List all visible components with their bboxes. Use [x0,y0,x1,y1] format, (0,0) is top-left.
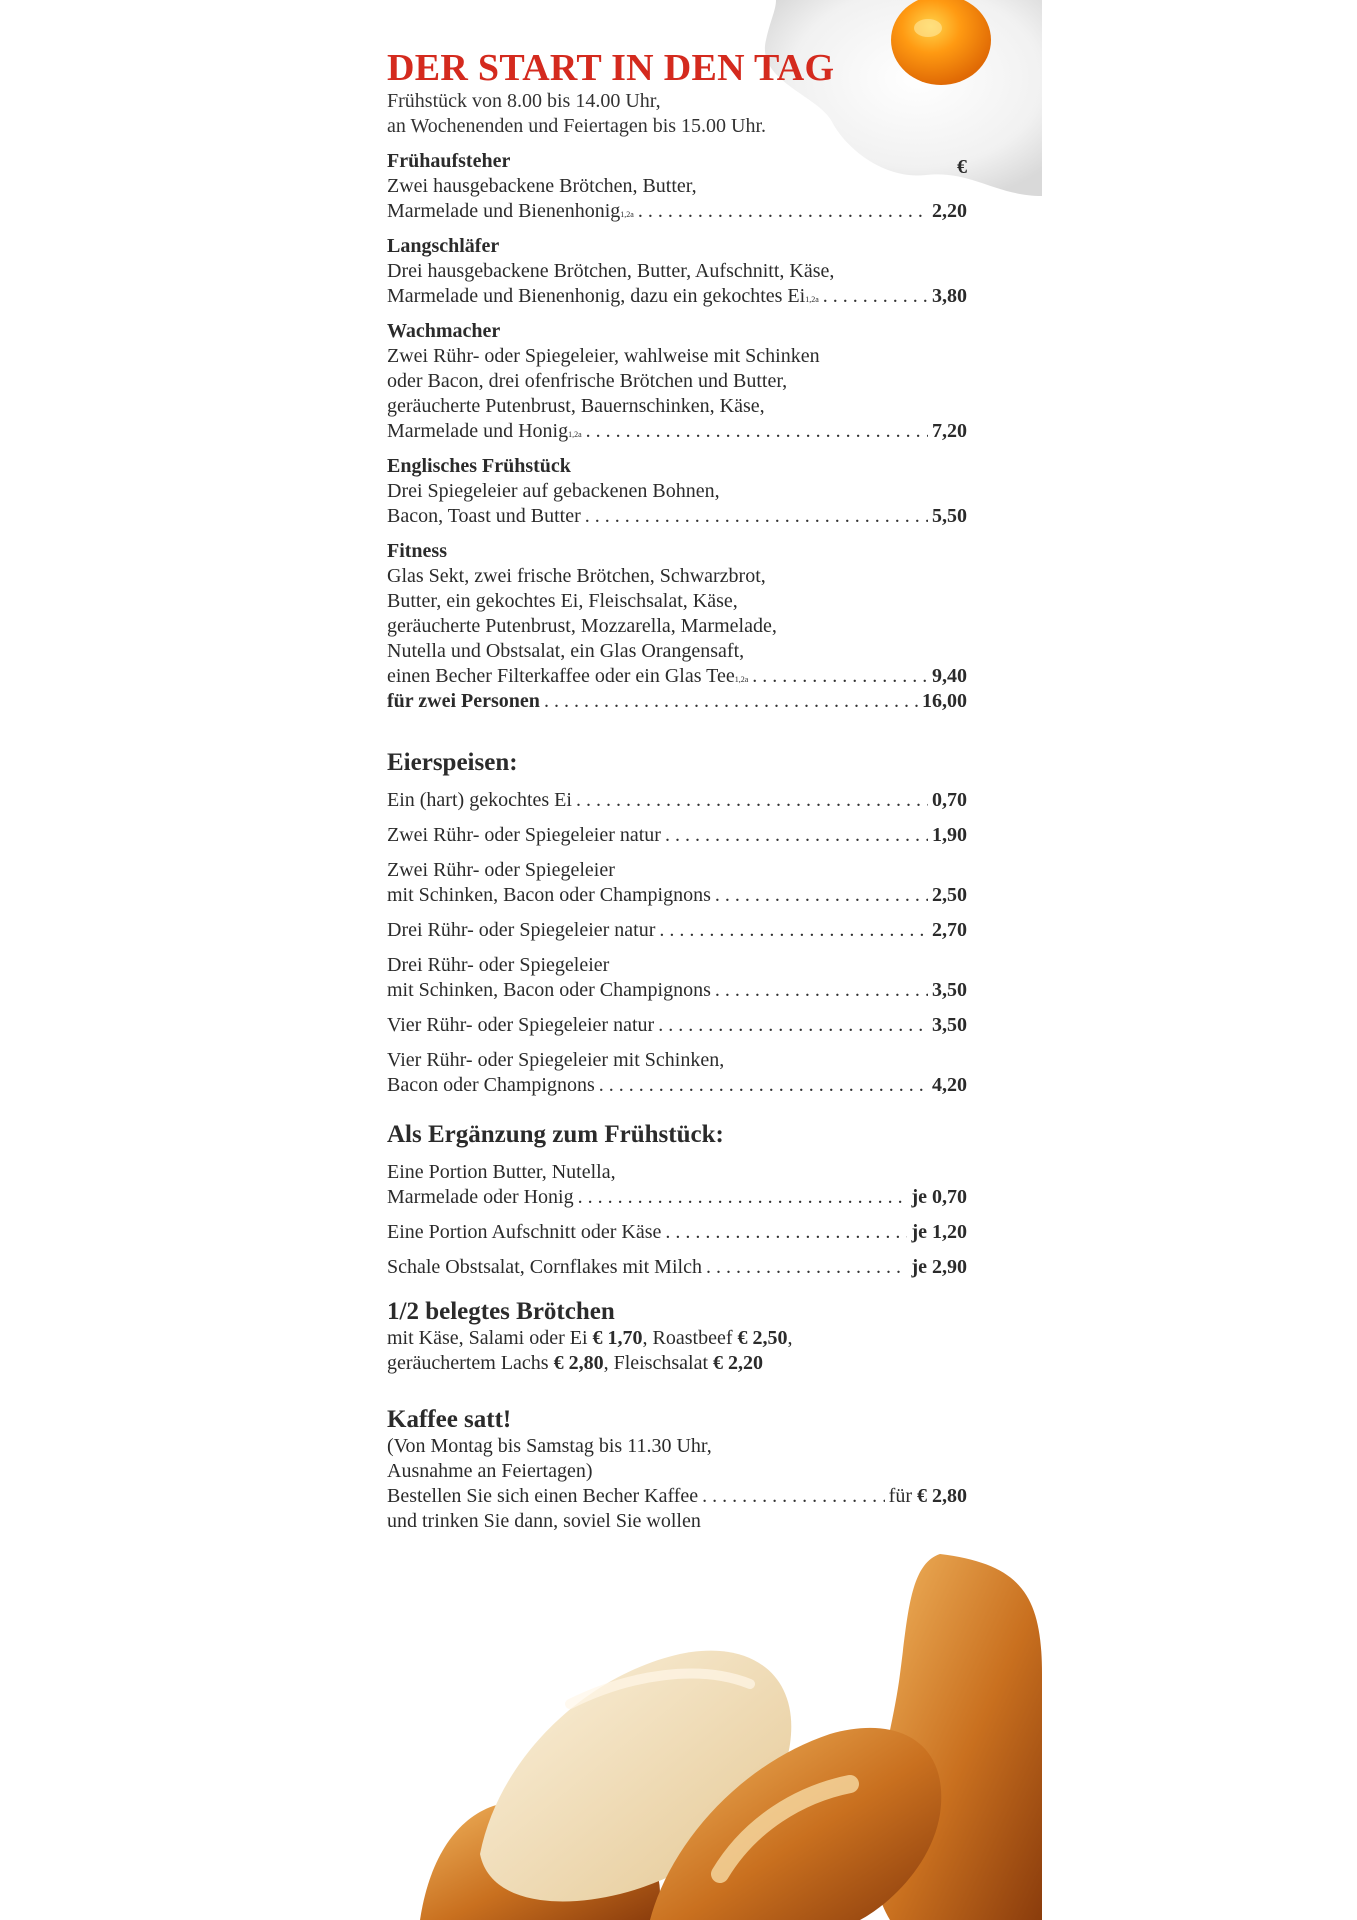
menu-item [387,918,967,943]
menu-item-price: 3,50 [932,979,967,1001]
menu-item-price-line [387,1255,967,1280]
menu-item [387,319,967,444]
menu-item-price-line [387,883,967,908]
menu-item [387,1160,967,1210]
menu-item-price-line [387,1185,967,1210]
halfroll-line2: geräuchertem Lachs € 2,80, Fleischsalat € 2,20 [387,1352,764,1374]
fitness-two-label: für zwei Personen [387,690,540,712]
fitness-two-price: 16,00 [922,690,967,712]
menu-item-text: Schale Obstsalat, Cornflakes mit Milch [387,1256,702,1278]
menu-item-text: Marmelade und Honig [387,420,569,442]
menu-item-price: 2,20 [932,200,967,222]
menu-item [387,1220,967,1245]
menu-item-price-line: Marmelade und Bienenhonig 1,2a . . . 2,20 [387,199,967,224]
menu-item-price: je 0,70 [911,1186,967,1208]
menu-item [387,539,967,689]
menu-title: DER START IN DEN TAG [387,47,835,89]
menu-item-price: 1,90 [932,824,967,846]
menu-item-text: Bacon, Toast und Butter [387,505,581,527]
coffee-line2: Ausnahme an Feiertagen) [387,1460,593,1482]
menu-item-text: Vier Rühr- oder Spiegeleier natur [387,1014,655,1036]
menu-item-text: Eine Portion Aufschnitt oder Käse [387,1221,662,1243]
menu-item-text: Marmelade oder Honig [387,1186,574,1208]
fitness-two-persons [387,689,967,714]
menu-item [387,788,967,813]
menu-item [387,234,967,309]
currency-column-header: € [957,156,967,178]
menu-item-price: 2,50 [932,884,967,906]
halfroll-line1: mit Käse, Salami oder Ei € 1,70, Roastbeef € 2,50, [387,1327,793,1349]
menu-item-price: je 1,20 [911,1221,967,1243]
menu-item-description: geräucherte Putenbrust, Mozzarella, Marmelade, [387,615,777,637]
breakfast-list [387,149,967,689]
menu-item [387,454,967,529]
menu-item-description: Vier Rühr- oder Spiegeleier mit Schinken, [387,1049,725,1071]
menu-item-description: Butter, ein gekochtes Ei, Fleischsalat, Käse, [387,590,738,612]
menu-item [387,953,967,1003]
menu-item-price-line: Marmelade und Bienenhonig, dazu ein gekochtes Ei 1,2a . . . 3,80 [387,284,967,309]
menu-item-text: Bacon oder Champignons [387,1074,595,1096]
menu-item-name: Frühaufsteher [387,150,511,172]
menu-item [387,1048,967,1098]
coffee-line1: (Von Montag bis Samstag bis 11.30 Uhr, [387,1435,712,1457]
menu-content [387,47,967,1534]
menu-item-description: oder Bacon, drei ofenfrische Brötchen und Butter, [387,370,788,392]
menu-item-price: 7,20 [932,420,967,442]
extras-heading: Als Ergänzung zum Frühstück: [387,1121,724,1148]
menu-item [387,149,967,224]
menu-item-name: Langschläfer [387,235,500,257]
menu-item [387,858,967,908]
menu-item [387,1255,967,1280]
menu-item-text: Zwei Rühr- oder Spiegeleier natur [387,824,661,846]
menu-item-price-line [387,1220,967,1245]
eggs-heading: Eierspeisen: [387,749,518,776]
menu-item-price-line [387,1073,967,1098]
menu-item [387,1013,967,1038]
eggs-list [387,788,967,1098]
menu-item-price: 3,50 [932,1014,967,1036]
menu-item-price: 2,70 [932,919,967,941]
menu-item-price: 4,20 [932,1074,967,1096]
menu-item-price-line [387,788,967,813]
extras-list [387,1160,967,1280]
menu-item-text: einen Becher Filterkaffee oder ein Glas Tee [387,665,735,687]
coffee-order-line: Bestellen Sie sich einen Becher Kaffee . . . für € 2,80 [387,1484,967,1509]
menu-item-description: Zwei Rühr- oder Spiegeleier [387,859,615,881]
menu-item-name: Englisches Frühstück [387,455,571,477]
menu-item-text: mit Schinken, Bacon oder Champignons [387,884,711,906]
menu-item-description: Nutella und Obstsalat, ein Glas Orangensaft, [387,640,745,662]
menu-item-price: 5,50 [932,505,967,527]
opening-hours-line1: Frühstück von 8.00 bis 14.00 Uhr, [387,90,661,112]
menu-item-price-line [387,823,967,848]
menu-item-description: geräucherte Putenbrust, Bauernschinken, Käse, [387,395,765,417]
menu-item-price-line [387,1013,967,1038]
menu-item-price: 0,70 [932,789,967,811]
opening-hours-line2: an Wochenenden und Feiertagen bis 15.00 Uhr. [387,115,767,137]
menu-item-description: Zwei hausgebackene Brötchen, Butter, [387,175,697,197]
menu-item-description: Drei hausgebackene Brötchen, Butter, Aufschnitt, Käse, [387,260,835,282]
menu-item-price: 9,40 [932,665,967,687]
menu-item-price-line: einen Becher Filterkaffee oder ein Glas Tee 1,2a . . . 9,40 [387,664,967,689]
menu-item-name: Fitness [387,540,447,562]
menu-item-name: Wachmacher [387,320,501,342]
menu-item-text: Marmelade und Bienenhonig, dazu ein gekochtes Ei [387,285,806,307]
menu-item-price-line [387,504,967,529]
menu-item-price: 3,80 [932,285,967,307]
menu-item-description: Eine Portion Butter, Nutella, [387,1161,616,1183]
bread-rolls-image [420,1554,1042,1920]
menu-item-description: Drei Rühr- oder Spiegeleier [387,954,610,976]
menu-item-description: Zwei Rühr- oder Spiegeleier, wahlweise mit Schinken [387,345,820,367]
halfroll-heading: 1/2 belegtes Brötchen [387,1298,615,1325]
menu-item-text: mit Schinken, Bacon oder Champignons [387,979,711,1001]
menu-item-price: je 2,90 [911,1256,967,1278]
coffee-line4: und trinken Sie dann, soviel Sie wollen [387,1510,701,1532]
menu-item-text: Ein (hart) gekochtes Ei [387,789,572,811]
menu-item-description: Drei Spiegeleier auf gebackenen Bohnen, [387,480,720,502]
coffee-heading: Kaffee satt! [387,1406,512,1433]
menu-item-price-line [387,978,967,1003]
menu-item [387,823,967,848]
menu-item-text: Marmelade und Bienenhonig [387,200,621,222]
opening-hours [387,89,967,139]
coffee-price: € 2,80 [917,1485,967,1507]
menu-item-price-line [387,918,967,943]
menu-item-price-line: Marmelade und Honig 1,2a . . . 7,20 [387,419,967,444]
menu-item-text: Drei Rühr- oder Spiegeleier natur [387,919,656,941]
menu-item-description: Glas Sekt, zwei frische Brötchen, Schwarzbrot, [387,565,766,587]
